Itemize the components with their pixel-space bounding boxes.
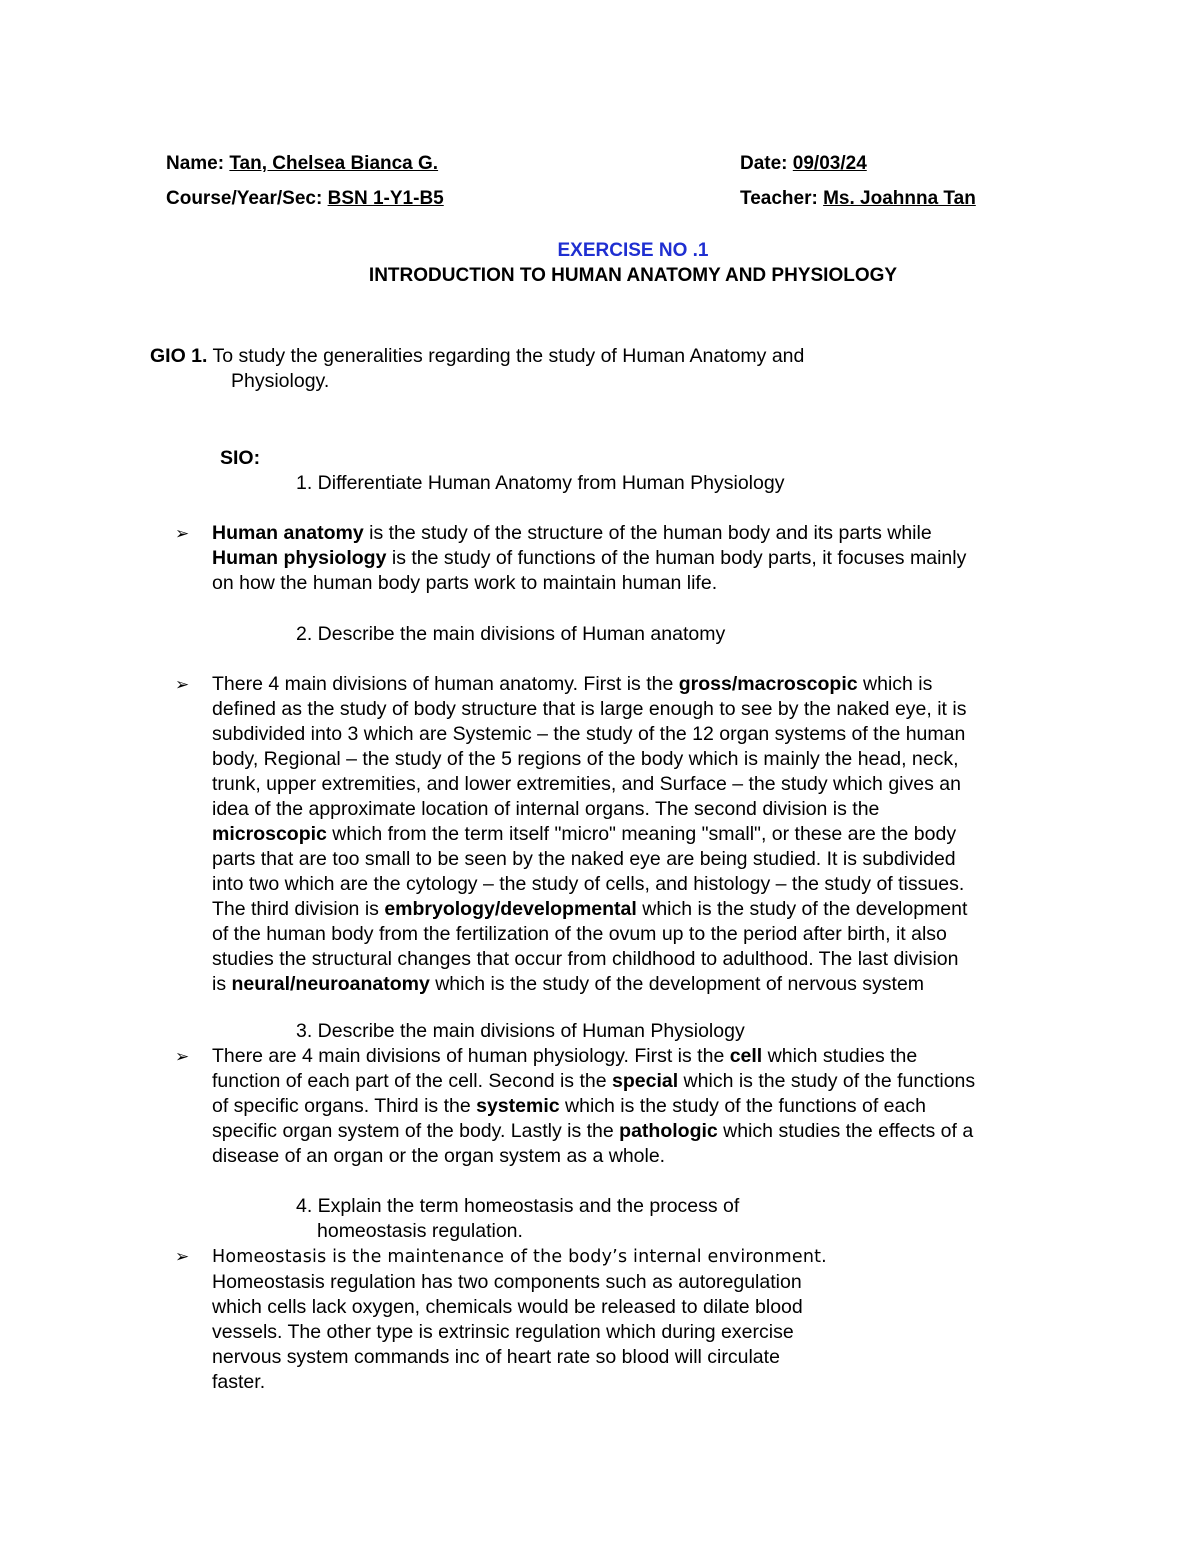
text-run: defined as the study of body structure that is large enough to see by the naked eye, it is: [212, 698, 967, 720]
text-run: The third division is: [212, 898, 385, 920]
paragraph-line: [212, 1244, 827, 1270]
question-1: 1. Differentiate Human Anatomy from Human Physiology: [296, 472, 785, 494]
text-run: of specific organs. Third is the: [212, 1095, 477, 1117]
text-run: which is the study of the development of nervous system: [429, 973, 925, 995]
gio-label: GIO 1.: [150, 345, 208, 367]
answer-2: [212, 672, 967, 997]
text-run: trunk, upper extremities, and lower extremities, and Surface – the study which gives an: [212, 773, 961, 795]
gio-line-1: [150, 344, 804, 369]
paragraph-line: [212, 1370, 827, 1395]
course-field: [166, 188, 444, 210]
text-run: faster.: [212, 1371, 266, 1393]
text-run: idea of the approximate location of internal organs. The second division is the: [212, 798, 880, 820]
text-run: subdivided into 3 which are Systemic – the study of the 12 organ systems of the human: [212, 723, 966, 745]
paragraph-line: [212, 1119, 975, 1144]
sio-label: SIO:: [220, 447, 261, 469]
text-run: which cells lack oxygen, chemicals would be released to dilate blood: [212, 1296, 803, 1318]
text-run: vessels. The other type is extrinsic regulation which during exercise: [212, 1321, 794, 1343]
text-run: which is the study of the functions of each: [559, 1095, 926, 1117]
paragraph-line: [212, 897, 967, 922]
bold-term: special: [612, 1070, 679, 1092]
date-field: [740, 153, 867, 175]
paragraph-line: [212, 1295, 827, 1320]
text-run: Homeostasis is the maintenance of the body’s internal environment.: [212, 1247, 827, 1267]
paragraph-line: [212, 546, 966, 571]
text-run: which is the study of the functions: [678, 1070, 976, 1092]
exercise-title: EXERCISE NO .1: [557, 240, 709, 261]
text-run: into two which are the cytology – the study of cells, and histology – the study of tissues.: [212, 873, 965, 895]
paragraph-line: [212, 1320, 827, 1345]
bold-term: microscopic: [212, 823, 327, 845]
bold-term: systemic: [476, 1095, 560, 1117]
paragraph-line: [212, 697, 967, 722]
text-run: studies the structural changes that occur from childhood to adulthood. The last division: [212, 948, 959, 970]
text-run: is: [212, 973, 232, 995]
paragraph-line: [212, 922, 967, 947]
paragraph-line: [212, 1270, 827, 1295]
arrow-bullet-icon: ➢: [175, 1047, 190, 1066]
arrow-bullet-icon: ➢: [175, 524, 190, 543]
gio-text-1: To study the generalities regarding the study of Human Anatomy and: [212, 345, 805, 367]
question-4-line-2: homeostasis regulation.: [317, 1220, 523, 1242]
bold-term: neural/neuroanatomy: [231, 973, 430, 995]
arrow-bullet-icon: ➢: [175, 1247, 190, 1266]
document-subtitle: INTRODUCTION TO HUMAN ANATOMY AND PHYSIOLOGY: [368, 265, 898, 286]
gio-line-2: Physiology.: [231, 370, 330, 392]
paragraph-line: [212, 797, 967, 822]
text-run: body, Regional – the study of the 5 regions of the body which is mainly the head, neck,: [212, 748, 959, 770]
paragraph-line: [212, 722, 967, 747]
answer-3: [212, 1044, 975, 1169]
bold-term: Human anatomy: [212, 522, 364, 544]
text-run: of the human body from the fertilization of the ovum up to the period after birth, it also: [212, 923, 947, 945]
teacher-value: Ms. Joahnna Tan: [823, 188, 976, 209]
question-3: 3. Describe the main divisions of Human Physiology: [296, 1020, 745, 1042]
question-4-line-1: 4. Explain the term homeostasis and the process of: [296, 1195, 740, 1217]
paragraph-line: [212, 947, 967, 972]
date-value: 09/03/24: [792, 153, 867, 174]
course-label: Course/Year/Sec:: [166, 188, 323, 209]
paragraph-line: [212, 672, 967, 697]
text-run: on how the human body parts work to maintain human life.: [212, 572, 718, 594]
arrow-bullet-icon: ➢: [175, 675, 190, 694]
paragraph-line: [212, 571, 966, 596]
text-run: There are 4 main divisions of human physiology. First is the: [212, 1045, 730, 1067]
question-2: 2. Describe the main divisions of Human anatomy: [296, 623, 726, 645]
course-value: BSN 1-Y1-B5: [327, 188, 444, 209]
text-run: is the study of the structure of the human body and its parts while: [363, 522, 932, 544]
text-run: which is: [857, 673, 933, 695]
text-run: Homeostasis regulation has two components such as autoregulation: [212, 1271, 802, 1293]
paragraph-line: [212, 1069, 975, 1094]
bold-term: Human physiology: [212, 547, 387, 569]
paragraph-line: [212, 847, 967, 872]
text-run: which studies the effects of a: [717, 1120, 974, 1142]
text-run: which is the study of the development: [636, 898, 968, 920]
paragraph-line: [212, 822, 967, 847]
bold-term: cell: [729, 1045, 763, 1067]
paragraph-line: [212, 1144, 975, 1169]
teacher-label: Teacher:: [740, 188, 818, 209]
date-label: Date:: [740, 153, 788, 174]
paragraph-line: [212, 972, 967, 997]
text-run: There 4 main divisions of human anatomy. First is the: [212, 673, 679, 695]
text-run: parts that are too small to be seen by the naked eye are being studied. It is subdivided: [212, 848, 956, 870]
bold-term: gross/macroscopic: [678, 673, 858, 695]
paragraph-line: [212, 1044, 975, 1069]
paragraph-line: [212, 772, 967, 797]
text-run: is the study of functions of the human body parts, it focuses mainly: [386, 547, 967, 569]
paragraph-line: [212, 872, 967, 897]
paragraph-line: [212, 521, 966, 546]
text-run: function of each part of the cell. Second is the: [212, 1070, 612, 1092]
bold-term: embryology/developmental: [384, 898, 637, 920]
paragraph-line: [212, 747, 967, 772]
teacher-field: [740, 188, 976, 210]
text-run: which studies the: [762, 1045, 918, 1067]
paragraph-line: [212, 1094, 975, 1119]
text-run: disease of an organ or the organ system as a whole.: [212, 1145, 666, 1167]
text-run: which from the term itself "micro" meaning "small", or these are the body: [326, 823, 957, 845]
answer-1: [212, 521, 966, 596]
name-value: Tan, Chelsea Bianca G.: [229, 153, 439, 174]
text-run: nervous system commands inc of heart rate so blood will circulate: [212, 1346, 780, 1368]
bold-term: pathologic: [619, 1120, 718, 1142]
name-label: Name:: [166, 153, 225, 174]
text-run: specific organ system of the body. Lastly is the: [212, 1120, 620, 1142]
answer-4: [212, 1244, 827, 1395]
paragraph-line: [212, 1345, 827, 1370]
name-field: [166, 153, 438, 175]
